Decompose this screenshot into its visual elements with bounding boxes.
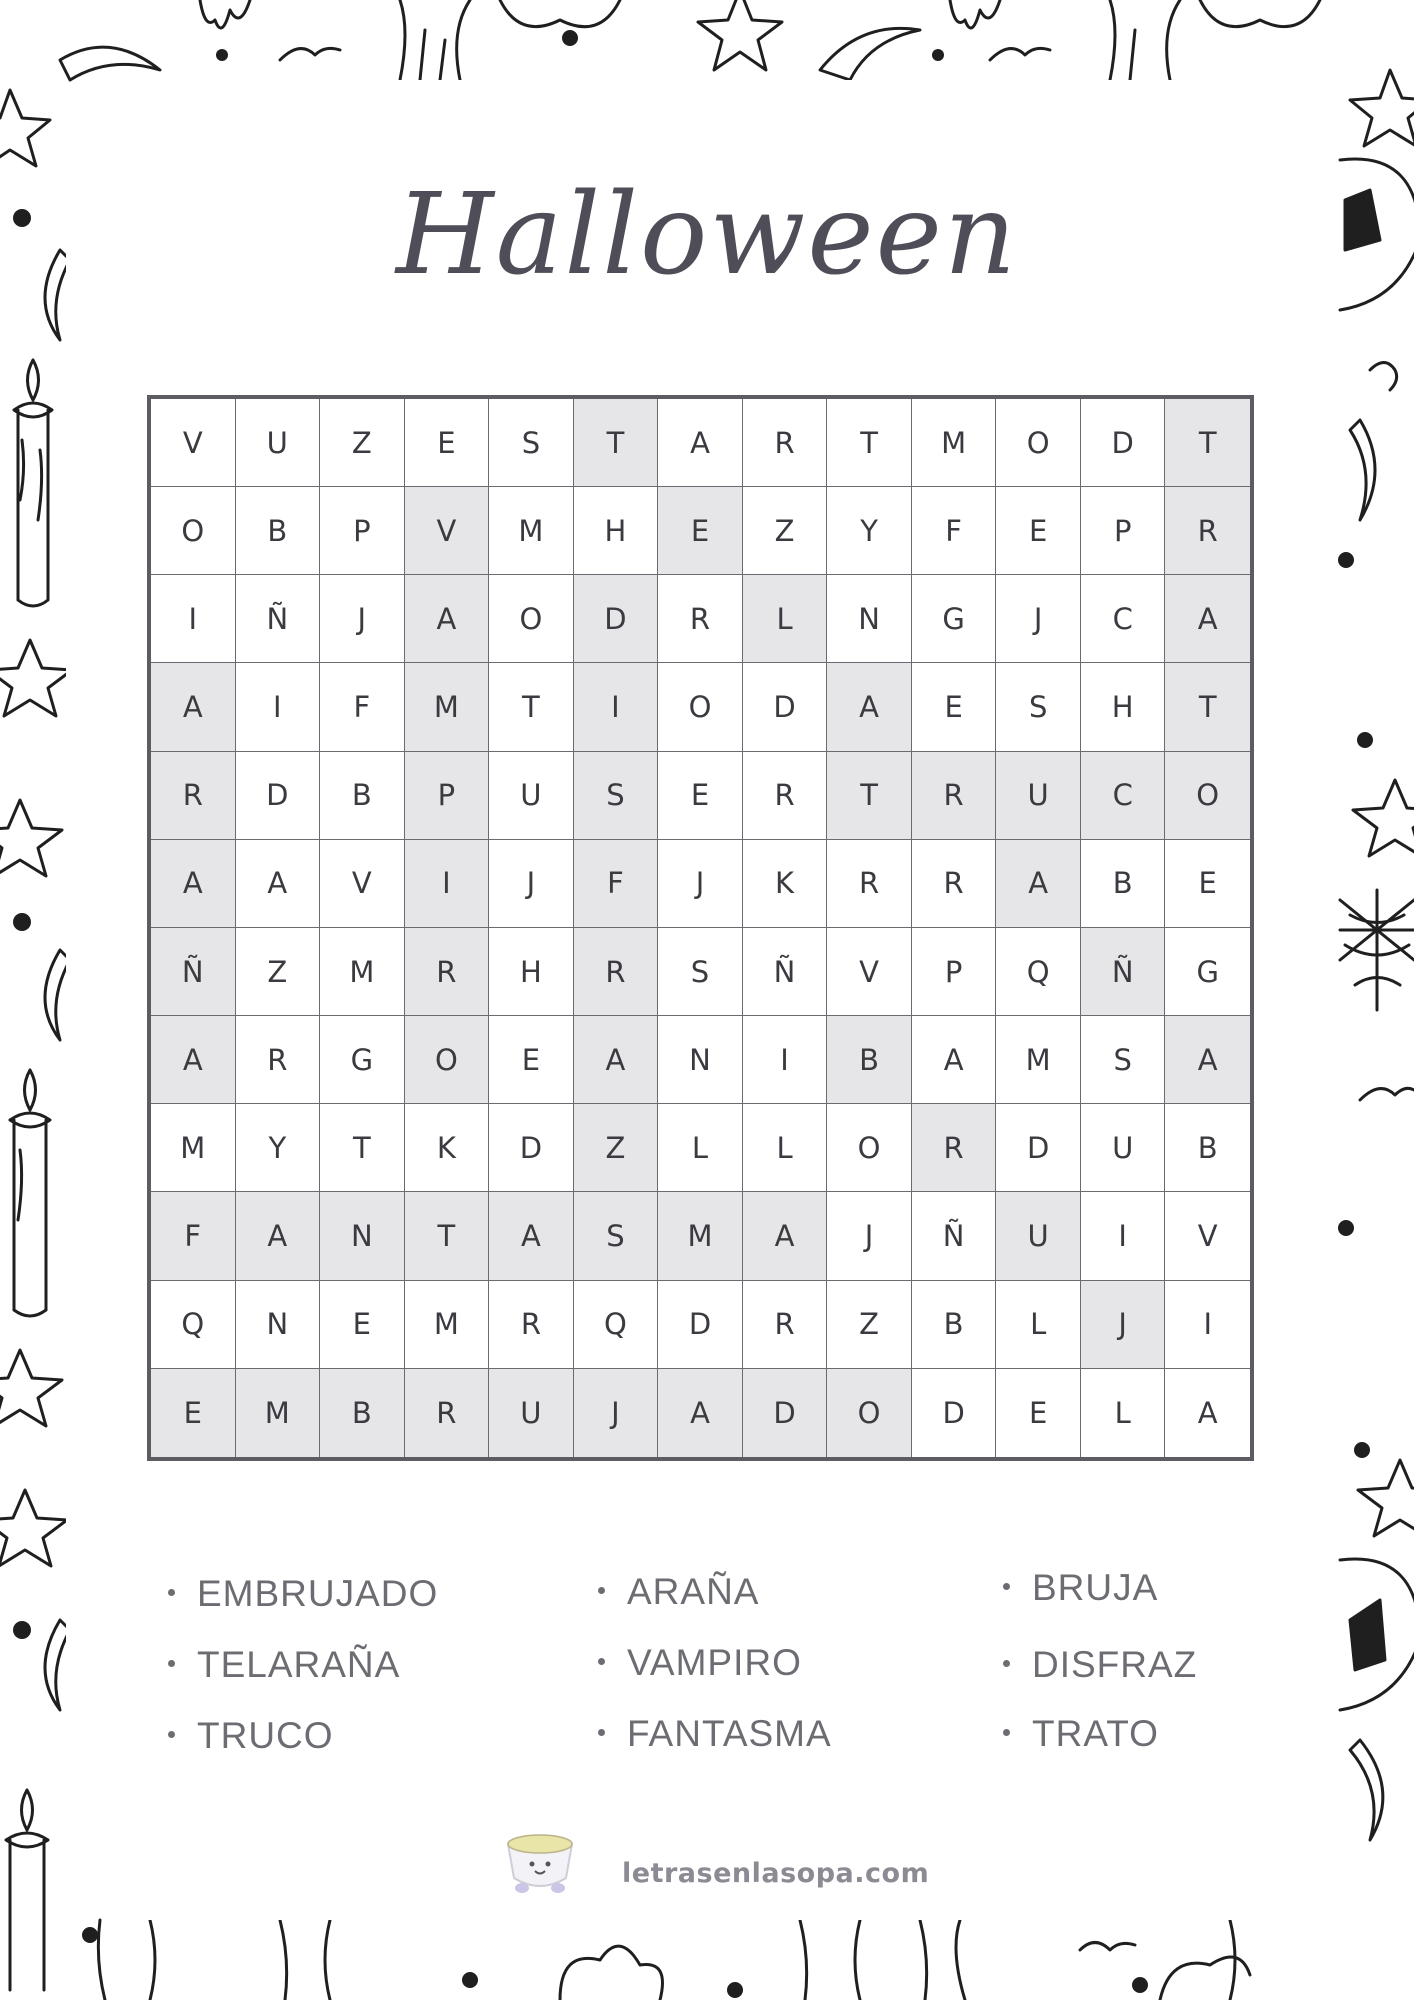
drip-icon xyxy=(950,0,1000,28)
grid-cell[interactable]: N xyxy=(658,1016,743,1104)
grid-cell[interactable]: I xyxy=(574,663,659,751)
grid-cell[interactable]: J xyxy=(996,575,1081,663)
word-item: EMBRUJADO xyxy=(168,1573,438,1615)
grid-cell[interactable]: H xyxy=(574,487,659,575)
grid-cell[interactable]: N xyxy=(236,1281,321,1369)
grid-cell[interactable]: M xyxy=(912,399,997,487)
tree-trunk-icon xyxy=(1230,1920,1235,2000)
grid-cell[interactable]: S xyxy=(489,399,574,487)
bat-icon xyxy=(1370,363,1397,391)
grid-cell[interactable]: J xyxy=(1081,1281,1166,1369)
grid-cell[interactable]: A xyxy=(827,663,912,751)
grid-cell[interactable]: R xyxy=(827,840,912,928)
grid-cell[interactable]: I xyxy=(743,1016,828,1104)
grid-cell[interactable]: I xyxy=(236,663,321,751)
grid-cell[interactable]: D xyxy=(489,1104,574,1192)
grid-cell[interactable]: R xyxy=(236,1016,321,1104)
grid-cell[interactable]: R xyxy=(489,1281,574,1369)
grid-cell[interactable]: E xyxy=(405,399,490,487)
grid-cell[interactable]: T xyxy=(405,1192,490,1280)
grid-cell[interactable]: I xyxy=(1081,1192,1166,1280)
grid-cell[interactable]: L xyxy=(996,1281,1081,1369)
grid-cell[interactable]: R xyxy=(743,752,828,840)
grid-cell[interactable]: U xyxy=(996,1192,1081,1280)
grid-cell[interactable]: J xyxy=(320,575,405,663)
tree-trunk-icon xyxy=(400,0,470,80)
grid-cell[interactable]: V xyxy=(827,928,912,1016)
grid-cell[interactable]: Z xyxy=(743,487,828,575)
grid-cell[interactable]: S xyxy=(1081,1016,1166,1104)
grid-cell[interactable]: O xyxy=(489,575,574,663)
grid-cell[interactable]: J xyxy=(658,840,743,928)
drip-icon xyxy=(800,1920,860,2000)
bat-icon xyxy=(990,48,1050,60)
grid-cell[interactable]: A xyxy=(151,663,236,751)
grid-cell[interactable]: E xyxy=(658,752,743,840)
grid-cell[interactable]: F xyxy=(912,487,997,575)
grid-cell[interactable]: M xyxy=(996,1016,1081,1104)
grid-cell[interactable]: J xyxy=(827,1192,912,1280)
grid-cell[interactable]: J xyxy=(574,1369,659,1457)
grid-cell[interactable]: A xyxy=(658,399,743,487)
grid-cell[interactable]: O xyxy=(996,399,1081,487)
grid-cell[interactable]: Q xyxy=(996,928,1081,1016)
grid-cell[interactable]: Ñ xyxy=(236,575,321,663)
grid-cell[interactable]: P xyxy=(1081,487,1166,575)
star-icon xyxy=(1353,780,1414,856)
grid-cell[interactable]: I xyxy=(405,840,490,928)
candle-icon xyxy=(14,360,52,606)
grid-cell[interactable]: S xyxy=(574,1192,659,1280)
grid-cell[interactable]: Ñ xyxy=(743,928,828,1016)
grid-cell[interactable]: A xyxy=(489,1192,574,1280)
page-title: Halloween xyxy=(395,170,1019,300)
grid-cell[interactable]: N xyxy=(827,575,912,663)
grid-cell[interactable]: F xyxy=(320,663,405,751)
grid-cell[interactable]: A xyxy=(1197,1395,1218,1430)
eyeball-icon xyxy=(82,1927,98,1943)
grid-cell[interactable]: L xyxy=(743,575,828,663)
star-icon xyxy=(0,800,62,876)
grid-cell[interactable]: Ñ xyxy=(151,928,236,1016)
grid-cell[interactable]: D xyxy=(236,752,321,840)
grid-cell[interactable]: D xyxy=(574,575,659,663)
grid-cell[interactable]: V xyxy=(320,840,405,928)
grid-cell[interactable]: Y xyxy=(236,1104,321,1192)
grid-cell[interactable]: R xyxy=(743,399,828,487)
grid-cell[interactable]: S xyxy=(658,928,743,1016)
grid-cell[interactable]: E xyxy=(658,487,743,575)
grid-cell[interactable]: M xyxy=(405,663,490,751)
pumpkin-icon xyxy=(1160,1957,1250,2000)
tree-trunk-icon xyxy=(98,1920,155,2000)
spider-web-icon xyxy=(1340,890,1414,1010)
grid-cell[interactable]: Y xyxy=(827,487,912,575)
grid-cell[interactable]: Q xyxy=(574,1281,659,1369)
grid-cell[interactable]: R xyxy=(658,575,743,663)
grid-cell[interactable]: U xyxy=(1081,1104,1166,1192)
grid-cell[interactable]: L xyxy=(743,1104,828,1192)
grid-cell[interactable]: L xyxy=(658,1104,743,1192)
grid-cell[interactable]: N xyxy=(320,1192,405,1280)
moon-icon xyxy=(1350,420,1375,520)
grid-cell[interactable]: A xyxy=(151,1016,236,1104)
grid-cell[interactable]: O xyxy=(827,1104,912,1192)
grid-cell[interactable]: E xyxy=(320,1281,405,1369)
bat-icon xyxy=(1080,1943,1135,1951)
grid-cell[interactable]: E xyxy=(996,1369,1081,1457)
grid-cell[interactable]: M xyxy=(320,928,405,1016)
grid-cell[interactable]: M xyxy=(405,1281,490,1369)
star-icon xyxy=(698,0,782,70)
star-icon xyxy=(1358,1460,1414,1536)
grid-cell[interactable]: V xyxy=(1165,1192,1250,1280)
grid-cell[interactable]: M xyxy=(151,1104,236,1192)
drip-icon xyxy=(200,0,250,28)
grid-cell[interactable]: P xyxy=(320,487,405,575)
grid-cell[interactable]: A xyxy=(1165,575,1250,663)
grid-cell[interactable]: D xyxy=(1081,399,1166,487)
grid-cell[interactable]: R xyxy=(912,752,997,840)
pumpkin-icon xyxy=(500,0,620,27)
moon-icon xyxy=(60,47,160,80)
grid-cell[interactable]: S xyxy=(574,752,659,840)
grid-cell[interactable]: Z xyxy=(827,1281,912,1369)
word-item: DISFRAZ xyxy=(1003,1644,1197,1686)
star-icon xyxy=(0,1490,67,1566)
grid-cell[interactable]: M xyxy=(489,487,574,575)
grid-cell[interactable]: M xyxy=(236,1369,321,1457)
eyeball-icon xyxy=(1338,552,1354,568)
grid-cell[interactable]: T xyxy=(320,1104,405,1192)
grid-cell[interactable]: B xyxy=(1165,1104,1250,1192)
word-list xyxy=(0,1565,1414,1785)
grid-cell[interactable]: R xyxy=(574,928,659,1016)
grid-cell[interactable]: U xyxy=(489,1369,574,1457)
grid-cell[interactable]: Q xyxy=(151,1281,236,1369)
grid-cell[interactable]: A xyxy=(996,840,1081,928)
grid-cell[interactable]: R xyxy=(743,1281,828,1369)
pumpkin-icon xyxy=(560,1946,663,2000)
grid-cell[interactable]: A xyxy=(743,1192,828,1280)
grid-cell[interactable]: B xyxy=(912,1281,997,1369)
grid-cell[interactable]: G xyxy=(1165,928,1250,1016)
grid-cell[interactable]: A xyxy=(151,840,236,928)
grid-cell[interactable]: A xyxy=(236,1192,321,1280)
grid-cell[interactable]: Z xyxy=(574,1104,659,1192)
grid-cell[interactable]: G xyxy=(320,1016,405,1104)
grid-cell[interactable]: H xyxy=(1081,663,1166,751)
grid-cell[interactable]: O xyxy=(658,663,743,751)
eyeball-icon xyxy=(562,30,578,46)
grid-cell[interactable]: R xyxy=(912,1104,997,1192)
grid-cell[interactable]: T xyxy=(1165,399,1250,487)
grid-cell[interactable]: I xyxy=(1165,1281,1250,1369)
grid-cell[interactable]: T xyxy=(574,399,659,487)
grid-cell[interactable]: F xyxy=(151,1192,236,1280)
bat-icon xyxy=(1360,1088,1414,1100)
eyeball-icon xyxy=(462,1972,478,1988)
footer-site: letrasenlasopa.com xyxy=(622,1858,930,1889)
grid-cell[interactable]: E xyxy=(489,1016,574,1104)
grid-cell[interactable]: P xyxy=(912,928,997,1016)
grid-cell[interactable]: Ñ xyxy=(1081,928,1166,1016)
grid-cell[interactable]: T xyxy=(489,663,574,751)
grid-cell[interactable]: T xyxy=(827,752,912,840)
grid-cell[interactable]: R xyxy=(405,928,490,1016)
grid-cell[interactable]: Z xyxy=(236,928,321,1016)
grid-cell[interactable]: G xyxy=(912,575,997,663)
grid-cell[interactable]: O xyxy=(151,487,236,575)
grid-cell[interactable]: F xyxy=(574,840,659,928)
star-icon xyxy=(0,90,50,166)
grid-cell[interactable]: D xyxy=(658,1281,743,1369)
grid-cell[interactable]: K xyxy=(405,1104,490,1192)
word-item: BRUJA xyxy=(1003,1567,1158,1609)
grid-cell[interactable]: A xyxy=(405,575,490,663)
grid-cell[interactable]: A xyxy=(658,1369,743,1457)
star-icon xyxy=(0,640,72,716)
grid-cell[interactable]: A xyxy=(1165,1016,1250,1104)
grid-cell[interactable]: R xyxy=(1165,487,1250,575)
bat-icon xyxy=(280,48,340,60)
grid-cell[interactable]: U xyxy=(236,399,321,487)
grid-cell[interactable]: I xyxy=(151,575,236,663)
candle-icon xyxy=(10,1070,50,1316)
eyeball-icon xyxy=(1354,1442,1370,1458)
grid-cell[interactable]: B xyxy=(827,1016,912,1104)
drip-icon xyxy=(920,1920,965,2000)
star-icon xyxy=(0,1350,62,1426)
grid-cell[interactable]: E xyxy=(151,1369,236,1457)
eyeball-icon xyxy=(216,49,228,61)
moon-icon xyxy=(820,28,920,80)
word-search-grid xyxy=(147,395,1254,1461)
grid-cell[interactable]: R xyxy=(151,752,236,840)
grid-cell[interactable]: K xyxy=(743,840,828,928)
grid-cell[interactable]: V xyxy=(151,399,236,487)
drip-icon xyxy=(280,1920,330,2000)
soup-bowl-icon xyxy=(502,1826,578,1896)
grid-cell[interactable]: S xyxy=(996,663,1081,751)
grid-cell[interactable]: J xyxy=(489,840,574,928)
grid-cell[interactable]: D xyxy=(743,1369,828,1457)
grid-cell[interactable]: Z xyxy=(320,399,405,487)
grid-cell[interactable]: U xyxy=(996,752,1081,840)
word-item: TRUCO xyxy=(168,1715,334,1757)
eyeball-icon xyxy=(1357,732,1373,748)
word-item: TRATO xyxy=(1003,1713,1159,1755)
grid-cell[interactable]: B xyxy=(320,752,405,840)
grid-cell[interactable]: P xyxy=(405,752,490,840)
grid-cell[interactable]: R xyxy=(405,1369,490,1457)
grid-cell[interactable]: T xyxy=(827,399,912,487)
grid-cell[interactable]: R xyxy=(912,840,997,928)
grid-cell[interactable]: U xyxy=(489,752,574,840)
word-item: FANTASMA xyxy=(598,1713,832,1755)
grid-cell[interactable]: V xyxy=(405,487,490,575)
grid-cell[interactable]: O xyxy=(1165,752,1250,840)
eyeball-icon xyxy=(932,49,944,61)
grid-cell[interactable]: C xyxy=(1081,752,1166,840)
word-item: TELARAÑA xyxy=(168,1644,400,1686)
eyeball-icon xyxy=(13,913,31,931)
eyeball-icon xyxy=(1338,1220,1354,1236)
tree-trunk-icon xyxy=(1110,0,1180,80)
grid-cell[interactable]: T xyxy=(1165,663,1250,751)
grid-cell[interactable]: D xyxy=(743,663,828,751)
grid-cell[interactable]: B xyxy=(320,1369,405,1457)
grid-cell[interactable]: E xyxy=(996,487,1081,575)
grid-cell[interactable]: O xyxy=(405,1016,490,1104)
grid-cell[interactable]: B xyxy=(1081,840,1166,928)
grid-cell[interactable]: E xyxy=(1165,840,1250,928)
grid-cell[interactable]: H xyxy=(489,928,574,1016)
grid-cell[interactable]: A xyxy=(574,1016,659,1104)
grid-cell[interactable]: D xyxy=(996,1104,1081,1192)
grid-cell[interactable]: L xyxy=(1081,1369,1166,1457)
pumpkin-icon xyxy=(1200,0,1320,27)
grid-cell[interactable]: M xyxy=(658,1192,743,1280)
word-item: VAMPIRO xyxy=(598,1642,802,1684)
star-icon xyxy=(1350,70,1414,146)
eyeball-icon xyxy=(727,1982,743,1998)
eyeball-icon xyxy=(1132,1977,1148,1993)
candle-icon xyxy=(6,1790,48,1990)
word-item: ARAÑA xyxy=(598,1571,759,1613)
grid-cell[interactable]: A xyxy=(236,840,321,928)
grid-cell[interactable]: C xyxy=(1081,575,1166,663)
grid-cell[interactable]: A xyxy=(912,1016,997,1104)
grid-cell[interactable]: Ñ xyxy=(912,1192,997,1280)
grid-cell[interactable]: B xyxy=(236,487,321,575)
grid-cell[interactable]: O xyxy=(827,1369,912,1457)
grid-cell[interactable]: E xyxy=(912,663,997,751)
grid-cell[interactable]: D xyxy=(912,1369,997,1457)
